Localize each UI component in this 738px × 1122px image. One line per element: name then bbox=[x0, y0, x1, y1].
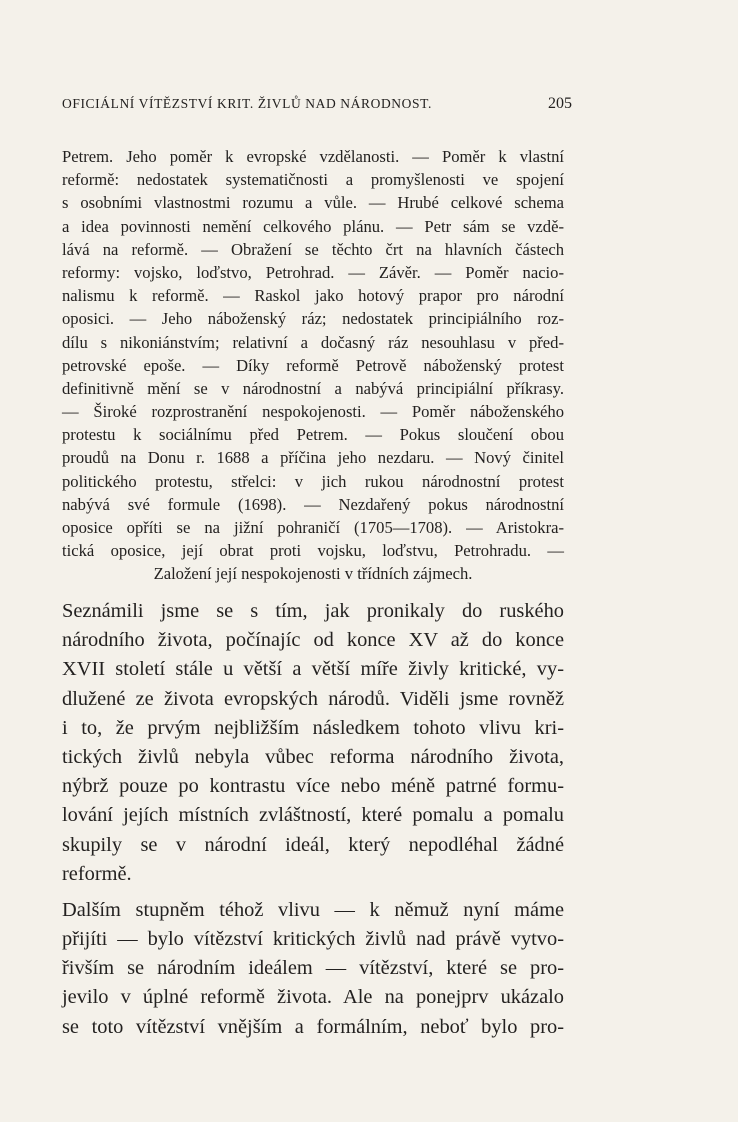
summary-line: Založení její nespokojenosti v třídních zájmech. bbox=[153, 564, 473, 584]
paragraph-gap bbox=[62, 889, 564, 896]
summary-line: protestu k sociálnímu před Petrem. — Pokus sloučení obou bbox=[62, 425, 564, 445]
summary-line: oposici. — Jeho náboženský ráz; nedostatek principiálního roz- bbox=[62, 309, 564, 329]
summary-line: s osobními vlastnostmi rozumu a vůle. — Hrubé celkové schema bbox=[62, 193, 564, 213]
page-number: 205 bbox=[548, 95, 572, 112]
summary-line: reformy: vojsko, loďstvo, Petrohrad. — Závěr. — Poměr nacio- bbox=[62, 262, 564, 282]
paragraph-line: národního života, počínajíc od konce XV až do konce bbox=[62, 629, 564, 652]
paragraph-line: Dalším stupněm téhož vlivu — k němuž nyní máme bbox=[62, 898, 564, 921]
summary-line: tická oposice, její obrat proti vojsku, loďstvu, Petrohradu. — bbox=[62, 541, 564, 561]
paragraph-line: lování jejích místních zvláštností, které pomalu a pomalu bbox=[62, 804, 564, 827]
paragraph-line: přijíti — bylo vítězství kritických živlů nad právě vytvo- bbox=[62, 928, 564, 951]
paragraph-line: řivším se národním ideálem — vítězství, které se pro- bbox=[62, 957, 564, 980]
paragraph-line: Seznámili jsme se s tím, jak pronikaly do ruského bbox=[62, 600, 564, 622]
paragraph-line: tických živlů nebyla vůbec reforma národního života, bbox=[62, 745, 564, 768]
summary-line: oposice opříti se na jižní pohraničí (1705—1708). — Aristokra- bbox=[62, 518, 564, 537]
summary-line: lává na reformě. — Obražení se těchto črt na hlavních částech bbox=[62, 239, 564, 259]
summary-line: definitivně mění se v národnostní a nabývá principiální příkrasy. bbox=[62, 378, 564, 398]
summary-line: politického protestu, střelci: v jich rukou národnostní protest bbox=[62, 471, 564, 491]
summary-line: Petrem. Jeho poměr k evropské vzdělanosti. — Poměr k vlastní bbox=[62, 147, 564, 166]
summary-line: a idea povinnosti nemění celkového plánu. — Petr sám se vzdě- bbox=[62, 216, 564, 236]
summary-line: — Široké rozprostranění nespokojenosti. — Poměr náboženského bbox=[62, 402, 564, 422]
running-header bbox=[62, 95, 572, 113]
paragraph-line: nýbrž pouze po kontrastu více nebo méně patrné formu- bbox=[62, 775, 564, 798]
paragraph-line: skupily se v národní ideál, který nepodléhal žádné bbox=[62, 833, 564, 856]
summary-line: dílu s nikoniánstvím; relativní a dočasný ráz nesouhlasu v před- bbox=[62, 332, 564, 352]
summary-line: petrovské epoše. — Díky reformě Petrově náboženský protest bbox=[62, 355, 564, 375]
summary-line: nalismu k reformě. — Raskol jako hotový prapor pro národní bbox=[62, 286, 564, 306]
running-title: OFICIÁLNÍ VÍTĚZSTVÍ KRIT. ŽIVLŮ NAD NÁRODNOST. bbox=[62, 96, 432, 111]
paragraph-line: se toto vítězství vnějším a formálním, neboť bylo pro- bbox=[62, 1015, 564, 1038]
paragraph-2 bbox=[62, 896, 564, 1042]
summary-line: proudů na Donu r. 1688 a příčina jeho nezdaru. — Nový činitel bbox=[62, 448, 564, 468]
chapter-summary bbox=[62, 145, 564, 586]
summary-line: nabývá své formule (1698). — Nezdařený pokus národnostní bbox=[62, 494, 564, 514]
paragraph-line: reformě. bbox=[62, 862, 132, 885]
paragraph-line: XVII století stále u větší a větší míře živly kritické, vy- bbox=[62, 658, 564, 681]
summary-line: reformě: nedostatek systematičnosti a promyšlenosti ve spojení bbox=[62, 170, 564, 190]
paragraph-line: jevilo v úplné reformě života. Ale na ponejprv ukázalo bbox=[62, 986, 564, 1009]
paragraph-line: dlužené ze života evropských národů. Viděli jsme rovněž bbox=[62, 687, 564, 710]
paragraph-line: i to, že prvým nejbližším následkem tohoto vlivu kri- bbox=[62, 716, 564, 739]
body-text bbox=[62, 597, 564, 1042]
paragraph-1 bbox=[62, 597, 564, 889]
